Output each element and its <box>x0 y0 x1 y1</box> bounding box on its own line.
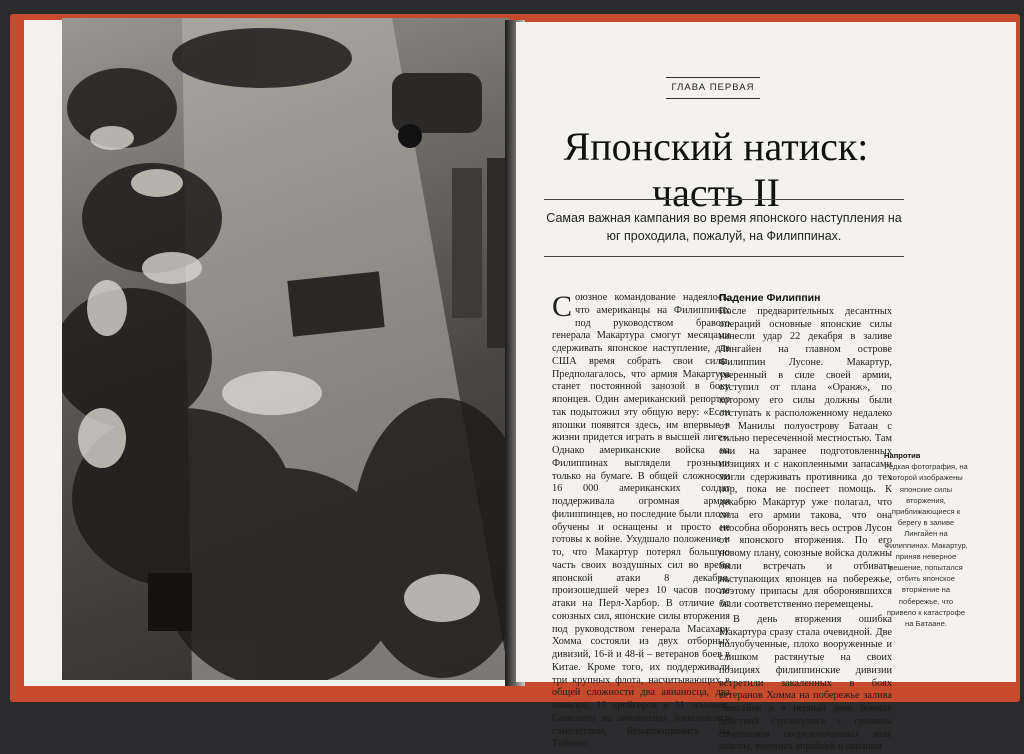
caption-text: Редкая фотография, на которой изображены японские силы вторжения, приближающиеся к берегу в заливе Лингайен на Филиппинах. Макартур, приняв неверное решение, попытался отбить японское вторжение на побережье, что привело к катастрофе на Батаане. <box>884 462 968 629</box>
photo-illustration <box>62 18 510 680</box>
text-column-2 <box>719 292 892 754</box>
dropcap: С <box>552 290 573 323</box>
chapter-title-line2: часть II <box>652 170 780 215</box>
text-column-1 <box>552 292 730 751</box>
right-page <box>516 22 1016 753</box>
column2-paragraph-1: После предварительных десантных операций основные японские силы нанесли удар 22 декабря в заливе Лингайен на главном острове Филиппин Лусоне. Макартур, уверенный в силе своей армии, отступил от плана «Оранж», по которому его силы должны были отступать к расположенному недалеко от Манилы полуострову Батаан с сильно пересеченной местностью. Там они на заранее подготовленных позициях и с накопленными запасами могли сдерживать противника до тех пор, пока не поспеет помощь. К декабрю Макартур уже полагал, что сила его армии такова, что она способна оборонять весь остров Лусон от японского вторжения. По его новому плану, союзные войска должны были встречать и отбивать наступающих японцев на побережье, поэтому припасы для оборонявшихся были соответственно перемещены. <box>719 305 892 610</box>
section-subhead: Падение Филиппин <box>719 292 821 304</box>
column1-text: оюзное командование надеялось, что американцы на Филиппинах под руководством бравого генерала Макартура смогут месяцами сдерживать японское наступление, дав США время собрать свои силы. Предполагалось, что армия Макартура станет постоянной занозой в боку японцев. Один американский репортер так подытожил эту общую веру: «Если япошки появятся здесь, им впервые в жизни придется играть в высшей лиге». Однако американские войска на Филиппинах выглядели грозными только на бумаге. В общей сложности 16 000 американских солдат поддерживала огромная армия филиппинцев, но последние были плохо обучены и оснащены и просто не готовы к войне. Ухудшало положение и то, что Макартур потерял большую часть своих воздушных сил во время японской атаки 8 декабря, произошедшей через 10 часов после атаки на Перл-Харбор. В отличие от союзных сил, японские силы вторжения под руководством генерала Масахару Хомма состояли из двух отборных дивизий, 16-й и 48-й – ветеранов боев в Китае. Кроме того, их поддерживали три крупных флота, насчитывающих в общей сложности два авианосца, два линкора, 13 крейсеров и 31 эсминец. Самолеты на авианосцах дополнялись самолетами, базирующимися на Тайване. <box>552 292 730 750</box>
chapter-label: ГЛАВА ПЕРВАЯ <box>666 77 760 99</box>
chapter-lead: Самая важная кампания во время японского наступления на юг проходила, пожалуй, на Филиппинах. <box>544 199 904 257</box>
refugees-photo <box>62 18 510 680</box>
chapter-title-line1: Японский натиск: <box>563 124 869 169</box>
column2-paragraph-2: В день вторжения ошибка Макартура сразу стала очевидной. Две полуобученные, плохо вооруженные и слишком растянутые на своих позициях филиппинские дивизии встретили закаленных в боях ветеранов Хомма на побережье залива Лингайен и в первый день боевых действий столкнулись с грозным сочетанием сосредоточенных атак пехоты, военных кораблей и авиации <box>719 613 892 753</box>
column1-paragraph <box>552 292 730 751</box>
photo-caption <box>884 450 968 629</box>
caption-title: Напротив <box>884 451 921 460</box>
